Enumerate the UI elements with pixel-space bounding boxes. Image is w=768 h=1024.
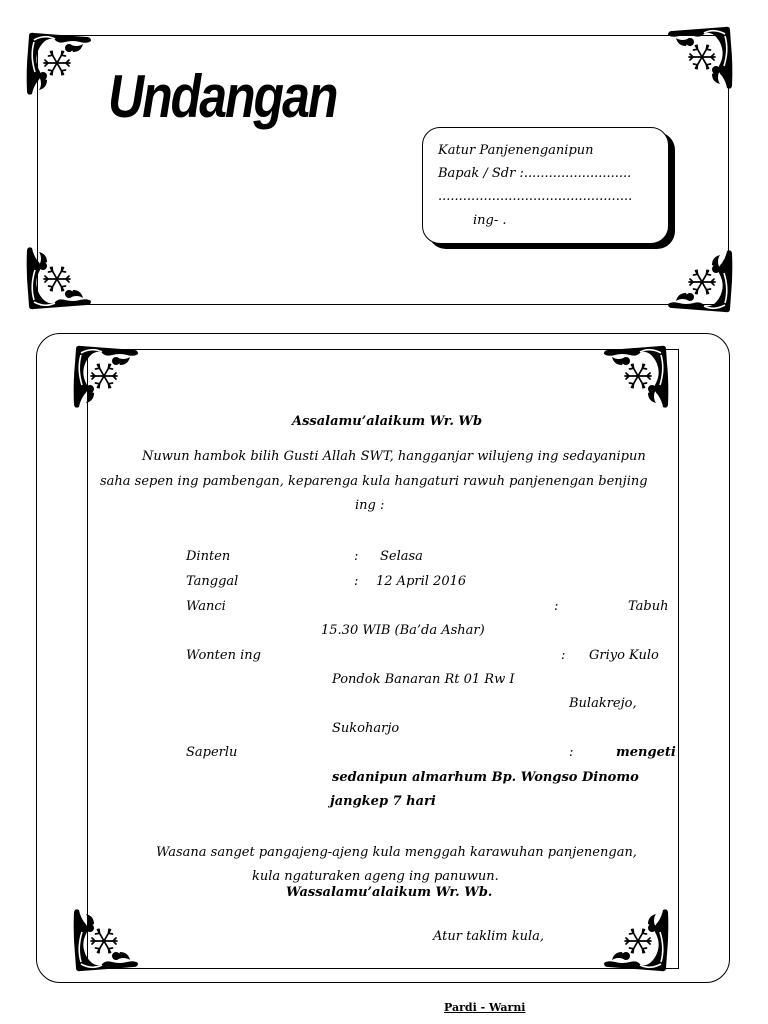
intro-line-3: ing : — [355, 498, 385, 513]
floral-corner-snowflake-icon — [600, 904, 670, 974]
closing-line-1: Wasana sanget pangajeng-ajeng kula menggah karawuhan panjenengan, — [156, 845, 637, 860]
wonten-label: Wonten ing — [186, 648, 261, 663]
dinten-value: Selasa — [380, 549, 423, 564]
wonten-value-3: Bulakrejo, — [569, 696, 637, 711]
saperlu-value-3: jangkep 7 hari — [330, 794, 436, 809]
saperlu-value-2: sedanipun almarhum Bp. Wongso Dinomo — [332, 770, 639, 785]
address-line-4: ing- . — [473, 213, 507, 228]
closing-line-2: kula ngaturaken ageng ing panuwun. — [252, 869, 499, 884]
address-line-3: ............................................... — [438, 189, 633, 204]
wanci-separator: : — [554, 599, 559, 614]
signature: Pardi - Warni — [444, 1001, 526, 1014]
sign-off: Atur taklim kula, — [433, 929, 545, 944]
address-line-1: Katur Panjenenganipun — [438, 143, 594, 158]
wonten-value-1: Griyo Kulo — [589, 648, 659, 663]
saperlu-label: Saperlu — [186, 745, 238, 760]
tanggal-separator: : — [354, 574, 359, 589]
saperlu-separator: : — [569, 745, 574, 760]
floral-corner-snowflake-icon — [600, 343, 670, 413]
address-line-2: Bapak / Sdr :.......................... — [438, 166, 632, 181]
wanci-value-2: 15.30 WIB (Ba’da Ashar) — [321, 623, 485, 638]
wonten-value-4: Sukoharjo — [332, 721, 400, 736]
floral-corner-snowflake-icon — [664, 245, 734, 315]
address-box — [422, 127, 669, 244]
floral-corner-snowflake-icon — [25, 30, 95, 100]
greeting: Assalamu’alaikum Wr. Wb — [292, 414, 483, 429]
wonten-separator: : — [561, 648, 566, 663]
intro-line-1: Nuwun hambok bilih Gusti Allah SWT, hangganjar wilujeng ing sedayanipun — [142, 449, 646, 464]
wanci-label: Wanci — [186, 599, 226, 614]
wonten-value-2: Pondok Banaran Rt 01 Rw I — [332, 672, 515, 687]
floral-corner-snowflake-icon — [664, 24, 734, 94]
floral-corner-snowflake-icon — [72, 343, 142, 413]
floral-corner-snowflake-icon — [72, 904, 142, 974]
page-title: Undangan — [108, 63, 337, 131]
dinten-separator: : — [354, 549, 359, 564]
closing-greeting: Wassalamu’alaikum Wr. Wb. — [286, 885, 493, 900]
saperlu-value-1: mengeti — [616, 745, 676, 760]
dinten-label: Dinten — [186, 549, 231, 564]
tanggal-value: 12 April 2016 — [376, 574, 467, 589]
floral-corner-snowflake-icon — [25, 242, 95, 312]
intro-line-2: saha sepen ing pambengan, keparenga kula hangaturi rawuh panjenengan benjing — [100, 474, 648, 489]
tanggal-label: Tanggal — [186, 574, 239, 589]
wanci-value-1: Tabuh — [628, 599, 669, 614]
